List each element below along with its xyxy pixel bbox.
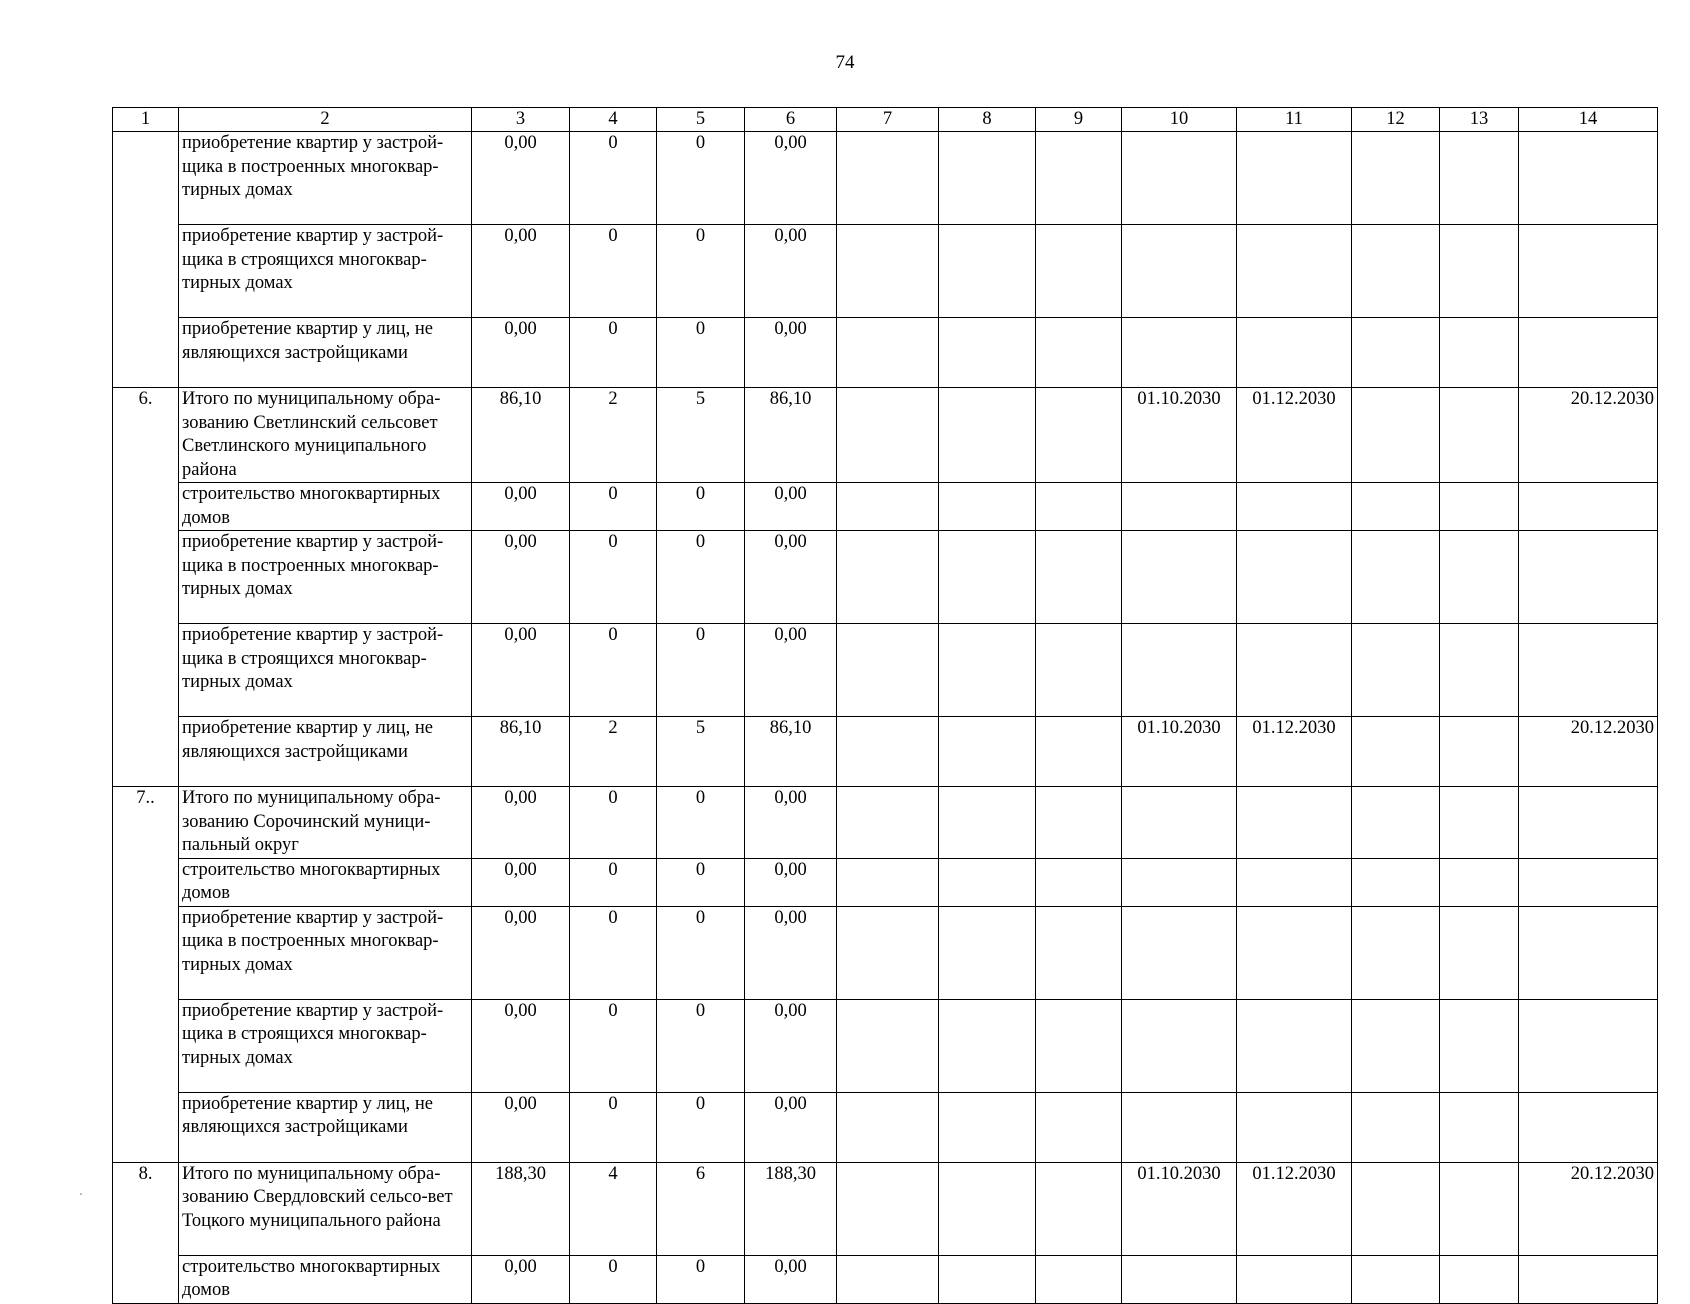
table-row (113, 787, 1658, 859)
page-number: 74 (835, 52, 855, 73)
col-9-cell (1036, 132, 1122, 225)
col-5-cell: 0 (657, 132, 745, 225)
col-4-cell: 4 (570, 1162, 657, 1255)
col-10-date-cell (1122, 906, 1237, 999)
col-4-cell: 0 (570, 858, 657, 906)
col-3-cell: 0,00 (472, 483, 570, 531)
col-10-date-cell (1122, 1092, 1237, 1162)
header-row (113, 108, 1658, 132)
col-11-date-cell (1237, 318, 1352, 388)
column-header-10: 10 (1122, 108, 1237, 132)
row-number-cell (113, 225, 179, 318)
item-name-cell: строительство многоквартирных домов (179, 483, 472, 531)
col-9-cell (1036, 1255, 1122, 1303)
col-3-cell: 86,10 (472, 388, 570, 483)
col-8-cell (939, 388, 1036, 483)
column-header-4: 4 (570, 108, 657, 132)
row-number-cell (113, 717, 179, 787)
col-5-cell: 0 (657, 999, 745, 1092)
col-13-cell (1440, 624, 1519, 717)
col-4-cell: 2 (570, 717, 657, 787)
item-name-cell: строительство многоквартирных домов (179, 1255, 472, 1303)
col-11-date-cell (1237, 132, 1352, 225)
col-8-cell (939, 1162, 1036, 1255)
row-number-cell (113, 531, 179, 624)
col-6-cell: 86,10 (745, 717, 837, 787)
col-3-cell: 0,00 (472, 531, 570, 624)
col-13-cell (1440, 999, 1519, 1092)
item-name-cell: Итого по муниципальному обра-зованию Сорочинский муници-пальный округ (179, 787, 472, 859)
col-4-cell: 0 (570, 225, 657, 318)
col-8-cell (939, 531, 1036, 624)
col-7-cell (837, 624, 939, 717)
col-7-cell (837, 225, 939, 318)
col-12-cell (1352, 858, 1440, 906)
col-5-cell: 5 (657, 717, 745, 787)
col-14-date-cell (1519, 531, 1658, 624)
col-11-date-cell (1237, 1255, 1352, 1303)
col-14-date-cell: 20.12.2030 (1519, 1162, 1658, 1255)
col-3-cell: 188,30 (472, 1162, 570, 1255)
row-number-cell (113, 858, 179, 906)
col-3-cell: 0,00 (472, 318, 570, 388)
col-12-cell (1352, 483, 1440, 531)
row-number-cell (113, 1092, 179, 1162)
col-7-cell (837, 1092, 939, 1162)
item-name-cell: приобретение квартир у застрой-щика в построенных многоквар-тирных домах (179, 531, 472, 624)
col-7-cell (837, 717, 939, 787)
table-row (113, 318, 1658, 388)
col-10-date-cell (1122, 531, 1237, 624)
col-13-cell (1440, 1255, 1519, 1303)
col-5-cell: 0 (657, 906, 745, 999)
col-6-cell: 0,00 (745, 225, 837, 318)
col-7-cell (837, 1255, 939, 1303)
col-4-cell: 0 (570, 132, 657, 225)
col-12-cell (1352, 225, 1440, 318)
col-7-cell (837, 318, 939, 388)
column-header-5: 5 (657, 108, 745, 132)
col-12-cell (1352, 388, 1440, 483)
col-10-date-cell (1122, 318, 1237, 388)
col-6-cell: 0,00 (745, 624, 837, 717)
item-name-cell: строительство многоквартирных домов (179, 858, 472, 906)
scan-speck (80, 1193, 82, 1195)
col-12-cell (1352, 531, 1440, 624)
col-3-cell: 86,10 (472, 717, 570, 787)
col-12-cell (1352, 906, 1440, 999)
col-11-date-cell (1237, 531, 1352, 624)
col-8-cell (939, 999, 1036, 1092)
col-5-cell: 6 (657, 1162, 745, 1255)
column-header-9: 9 (1036, 108, 1122, 132)
item-name-cell: приобретение квартир у лиц, не являющихся застройщиками (179, 318, 472, 388)
col-14-date-cell (1519, 132, 1658, 225)
col-3-cell: 0,00 (472, 1255, 570, 1303)
col-7-cell (837, 132, 939, 225)
column-header-3: 3 (472, 108, 570, 132)
item-name-cell: приобретение квартир у застрой-щика в построенных многоквар-тирных домах (179, 906, 472, 999)
col-12-cell (1352, 717, 1440, 787)
col-11-date-cell (1237, 999, 1352, 1092)
item-name-cell: приобретение квартир у лиц, не являющихся застройщиками (179, 717, 472, 787)
col-6-cell: 0,00 (745, 858, 837, 906)
col-9-cell (1036, 906, 1122, 999)
col-5-cell: 0 (657, 483, 745, 531)
col-12-cell (1352, 132, 1440, 225)
col-13-cell (1440, 388, 1519, 483)
col-13-cell (1440, 483, 1519, 531)
col-10-date-cell: 01.10.2030 (1122, 717, 1237, 787)
col-13-cell (1440, 906, 1519, 999)
col-14-date-cell (1519, 483, 1658, 531)
col-9-cell (1036, 225, 1122, 318)
col-5-cell: 0 (657, 1092, 745, 1162)
col-11-date-cell: 01.12.2030 (1237, 388, 1352, 483)
col-12-cell (1352, 1255, 1440, 1303)
col-14-date-cell: 20.12.2030 (1519, 717, 1658, 787)
col-10-date-cell: 01.10.2030 (1122, 388, 1237, 483)
col-5-cell: 0 (657, 318, 745, 388)
col-12-cell (1352, 318, 1440, 388)
col-12-cell (1352, 624, 1440, 717)
row-number-cell (113, 906, 179, 999)
column-header-2: 2 (179, 108, 472, 132)
col-13-cell (1440, 531, 1519, 624)
column-header-6: 6 (745, 108, 837, 132)
col-6-cell: 0,00 (745, 318, 837, 388)
col-11-date-cell (1237, 624, 1352, 717)
col-12-cell (1352, 999, 1440, 1092)
column-header-1: 1 (113, 108, 179, 132)
col-10-date-cell (1122, 1255, 1237, 1303)
col-4-cell: 2 (570, 388, 657, 483)
col-11-date-cell (1237, 858, 1352, 906)
row-number-cell (113, 624, 179, 717)
col-13-cell (1440, 787, 1519, 859)
col-10-date-cell (1122, 624, 1237, 717)
item-name-cell: приобретение квартир у лиц, не являющихся застройщиками (179, 1092, 472, 1162)
col-6-cell: 0,00 (745, 906, 837, 999)
col-4-cell: 0 (570, 318, 657, 388)
col-14-date-cell (1519, 624, 1658, 717)
col-4-cell: 0 (570, 999, 657, 1092)
table-row (113, 531, 1658, 624)
col-13-cell (1440, 717, 1519, 787)
table-row (113, 858, 1658, 906)
column-header-7: 7 (837, 108, 939, 132)
row-number-cell (113, 1255, 179, 1303)
col-8-cell (939, 906, 1036, 999)
col-11-date-cell (1237, 1092, 1352, 1162)
col-14-date-cell (1519, 999, 1658, 1092)
col-8-cell (939, 624, 1036, 717)
col-4-cell: 0 (570, 1255, 657, 1303)
col-8-cell (939, 132, 1036, 225)
col-10-date-cell: 01.10.2030 (1122, 1162, 1237, 1255)
row-number-cell: 6. (113, 388, 179, 483)
col-7-cell (837, 858, 939, 906)
column-header-13: 13 (1440, 108, 1519, 132)
col-3-cell: 0,00 (472, 858, 570, 906)
col-7-cell (837, 999, 939, 1092)
col-10-date-cell (1122, 483, 1237, 531)
col-12-cell (1352, 787, 1440, 859)
col-7-cell (837, 906, 939, 999)
col-10-date-cell (1122, 225, 1237, 318)
col-3-cell: 0,00 (472, 1092, 570, 1162)
item-name-cell: Итого по муниципальному обра-зованию Свердловский сельсо-вет Тоцкого муниципального района (179, 1162, 472, 1255)
col-9-cell (1036, 717, 1122, 787)
col-13-cell (1440, 858, 1519, 906)
row-number-cell (113, 318, 179, 388)
col-3-cell: 0,00 (472, 225, 570, 318)
table-row (113, 906, 1658, 999)
col-14-date-cell: 20.12.2030 (1519, 388, 1658, 483)
col-11-date-cell: 01.12.2030 (1237, 1162, 1352, 1255)
col-11-date-cell (1237, 483, 1352, 531)
col-14-date-cell (1519, 787, 1658, 859)
col-8-cell (939, 1092, 1036, 1162)
col-9-cell (1036, 858, 1122, 906)
row-number-cell: 8. (113, 1162, 179, 1255)
col-4-cell: 0 (570, 1092, 657, 1162)
row-number-cell (113, 132, 179, 225)
col-6-cell: 0,00 (745, 787, 837, 859)
col-5-cell: 0 (657, 531, 745, 624)
col-10-date-cell (1122, 999, 1237, 1092)
col-6-cell: 0,00 (745, 1092, 837, 1162)
col-5-cell: 0 (657, 225, 745, 318)
col-6-cell: 0,00 (745, 531, 837, 624)
col-5-cell: 0 (657, 787, 745, 859)
column-header-12: 12 (1352, 108, 1440, 132)
col-5-cell: 0 (657, 1255, 745, 1303)
col-3-cell: 0,00 (472, 624, 570, 717)
col-9-cell (1036, 787, 1122, 859)
row-number-cell (113, 483, 179, 531)
col-9-cell (1036, 1162, 1122, 1255)
col-14-date-cell (1519, 906, 1658, 999)
table-row (113, 1162, 1658, 1255)
col-11-date-cell (1237, 787, 1352, 859)
col-7-cell (837, 388, 939, 483)
col-9-cell (1036, 624, 1122, 717)
column-header-8: 8 (939, 108, 1036, 132)
col-10-date-cell (1122, 132, 1237, 225)
row-number-cell: 7.. (113, 787, 179, 859)
col-13-cell (1440, 318, 1519, 388)
table-body (113, 132, 1658, 1304)
col-3-cell: 0,00 (472, 999, 570, 1092)
col-14-date-cell (1519, 858, 1658, 906)
col-6-cell: 188,30 (745, 1162, 837, 1255)
col-5-cell: 0 (657, 858, 745, 906)
item-name-cell: приобретение квартир у застрой-щика в строящихся многоквар-тирных домах (179, 624, 472, 717)
table-row (113, 388, 1658, 483)
item-name-cell: Итого по муниципальному обра-зованию Светлинский сельсовет Светлинского муниципального района (179, 388, 472, 483)
col-8-cell (939, 787, 1036, 859)
col-9-cell (1036, 388, 1122, 483)
table-row (113, 483, 1658, 531)
col-7-cell (837, 531, 939, 624)
col-4-cell: 0 (570, 787, 657, 859)
col-9-cell (1036, 318, 1122, 388)
col-7-cell (837, 1162, 939, 1255)
col-4-cell: 0 (570, 483, 657, 531)
column-header-14: 14 (1519, 108, 1658, 132)
col-6-cell: 86,10 (745, 388, 837, 483)
col-9-cell (1036, 999, 1122, 1092)
col-6-cell: 0,00 (745, 132, 837, 225)
table-row (113, 225, 1658, 318)
item-name-cell: приобретение квартир у застрой-щика в строящихся многоквар-тирных домах (179, 999, 472, 1092)
col-4-cell: 0 (570, 531, 657, 624)
col-6-cell: 0,00 (745, 483, 837, 531)
col-10-date-cell (1122, 787, 1237, 859)
col-9-cell (1036, 483, 1122, 531)
col-13-cell (1440, 1162, 1519, 1255)
col-7-cell (837, 483, 939, 531)
col-13-cell (1440, 132, 1519, 225)
col-10-date-cell (1122, 858, 1237, 906)
table-row (113, 999, 1658, 1092)
table-row (113, 1092, 1658, 1162)
col-3-cell: 0,00 (472, 787, 570, 859)
col-8-cell (939, 318, 1036, 388)
col-8-cell (939, 1255, 1036, 1303)
item-name-cell: приобретение квартир у застрой-щика в строящихся многоквар-тирных домах (179, 225, 472, 318)
col-14-date-cell (1519, 318, 1658, 388)
col-14-date-cell (1519, 1255, 1658, 1303)
col-13-cell (1440, 1092, 1519, 1162)
item-name-cell: приобретение квартир у застрой-щика в построенных многоквар-тирных домах (179, 132, 472, 225)
col-6-cell: 0,00 (745, 1255, 837, 1303)
col-8-cell (939, 858, 1036, 906)
col-13-cell (1440, 225, 1519, 318)
col-9-cell (1036, 1092, 1122, 1162)
col-6-cell: 0,00 (745, 999, 837, 1092)
col-14-date-cell (1519, 225, 1658, 318)
col-14-date-cell (1519, 1092, 1658, 1162)
col-11-date-cell: 01.12.2030 (1237, 717, 1352, 787)
col-11-date-cell (1237, 906, 1352, 999)
col-3-cell: 0,00 (472, 906, 570, 999)
col-12-cell (1352, 1162, 1440, 1255)
col-8-cell (939, 225, 1036, 318)
col-9-cell (1036, 531, 1122, 624)
col-4-cell: 0 (570, 906, 657, 999)
col-7-cell (837, 787, 939, 859)
col-3-cell: 0,00 (472, 132, 570, 225)
column-header-11: 11 (1237, 108, 1352, 132)
col-5-cell: 5 (657, 388, 745, 483)
table-row (113, 1255, 1658, 1303)
col-4-cell: 0 (570, 624, 657, 717)
table-row (113, 624, 1658, 717)
col-11-date-cell (1237, 225, 1352, 318)
col-5-cell: 0 (657, 624, 745, 717)
col-12-cell (1352, 1092, 1440, 1162)
col-8-cell (939, 483, 1036, 531)
col-8-cell (939, 717, 1036, 787)
data-table (112, 107, 1658, 1304)
row-number-cell (113, 999, 179, 1092)
table-row (113, 717, 1658, 787)
table-row (113, 132, 1658, 225)
